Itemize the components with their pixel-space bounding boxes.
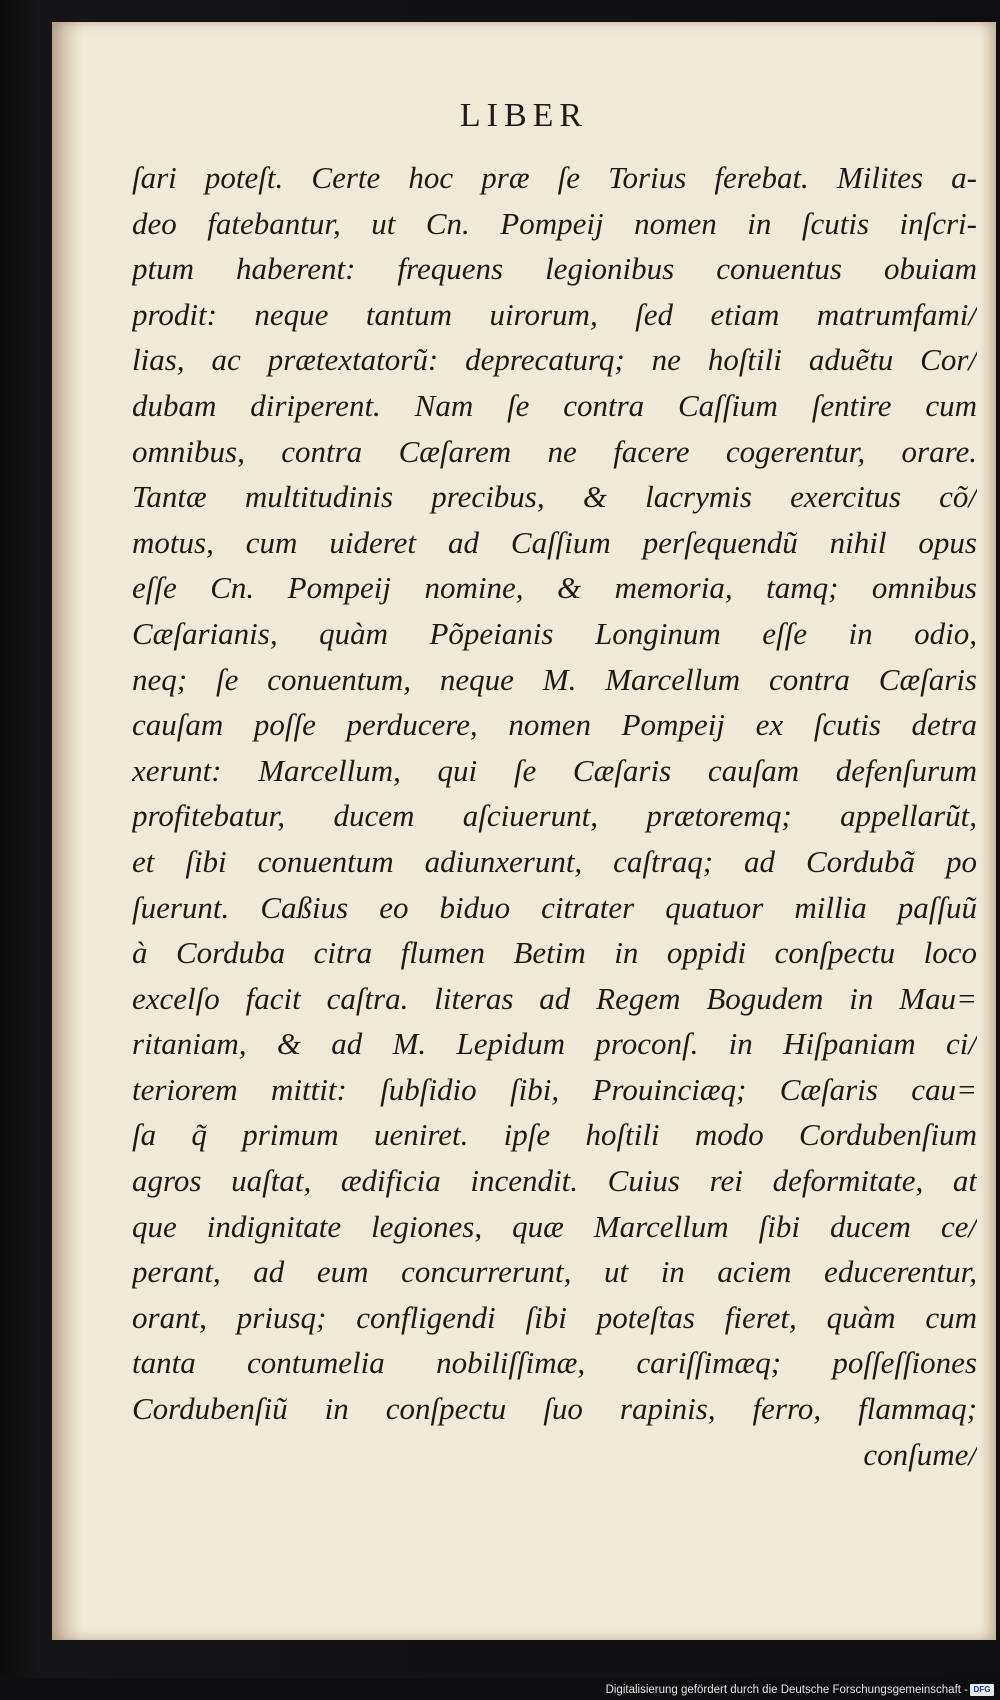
text-line: tanta contumelia nobiliſſimæ, cariſſimæq; poſſeſſiones: [132, 1345, 977, 1381]
running-head: LIBER: [459, 97, 589, 134]
text-line: ſa q̃ primum ueniret. ipſe hoſtili modo Cordubenſium: [132, 1117, 977, 1153]
text-line: excelſo facit caſtra. literas ad Regem Bogudem in Mau=: [132, 980, 977, 1016]
text-line: profitebatur, ducem aſciuerunt, prætoremq; appellarũt,: [132, 798, 977, 834]
text-line: teriorem mittit: ſubſidio ſibi, Prouinciæq; Cæſaris cau=: [132, 1071, 977, 1107]
text-line: xerunt: Marcellum, qui ſe Cæſaris cauſam defenſurum: [132, 752, 977, 788]
page-edge: [978, 22, 996, 1640]
text-line: ritaniam, & ad M. Lepidum proconſ. in Hiſpaniam ci/: [132, 1026, 977, 1062]
text-line: ſuerunt. Caßius eo biduo citrater quatuor millia paſſuũ: [132, 889, 977, 925]
dfg-logo-icon: DFG: [970, 1684, 994, 1696]
text-line: que indignitate legiones, quæ Marcellum ſibi ducem ce/: [132, 1208, 977, 1244]
text-line: motus, cum uideret ad Caſſium perſequendũ nihil opus: [132, 524, 977, 560]
text-line: omnibus, contra Cæſarem ne facere cogerentur, orare.: [132, 433, 977, 469]
text-line: Tantæ multitudinis precibus, & lacrymis exercitus cõ/: [132, 479, 977, 515]
text-line: agros uaſtat, ædificia incendit. Cuius rei deformitate, at: [132, 1163, 977, 1199]
text-line: orant, priusq; confligendi ſibi poteſtas fieret, quàm cum: [132, 1299, 977, 1335]
footer-bar: [0, 1678, 1000, 1700]
text-line: Cæſarianis, quàm Põpeianis Longinum eſſe in odio,: [132, 615, 977, 651]
text-line: perant, ad eum concurrerunt, ut in aciem educerentur,: [132, 1254, 977, 1290]
funding-credit: Digitalisierung gefördert durch die Deutsche Forschungsgemeinschaft -: [605, 1684, 968, 1696]
text-line: et ſibi conuentum adiunxerunt, caſtraq; ad Cordubã po: [132, 843, 977, 879]
text-line: à Corduba citra flumen Betim in oppidi conſpectu loco: [132, 935, 977, 971]
text-line: ſari poteſt. Certe hoc præ ſe Torius ferebat. Milites a-: [132, 160, 977, 195]
spine-shadow: [52, 22, 82, 1640]
text-line: Cordubenſiũ in conſpectu ſuo rapinis, ferro, flammaq;: [132, 1391, 977, 1427]
text-line: deo fatebantur, ut Cn. Pompeij nomen in ſcutis inſcri-: [132, 205, 977, 241]
text-line: cauſam poſſe perducere, nomen Pompeij ex ſcutis detra: [132, 707, 977, 743]
text-line: ptum haberent: frequens legionibus conuentus obuiam: [132, 251, 977, 287]
body-text: [132, 155, 977, 1477]
book-page: [52, 22, 996, 1640]
text-line: dubam diriperent. Nam ſe contra Caſſium ſentire cum: [132, 387, 977, 423]
text-line: neq; ſe conuentum, neque M. Marcellum contra Cæſaris: [132, 661, 977, 697]
text-line: eſſe Cn. Pompeij nomine, & memoria, tamq; omnibus: [132, 570, 977, 606]
text-line: prodit: neque tantum uirorum, ſed etiam matrumfami/: [132, 296, 977, 332]
text-line: conſume/: [863, 1436, 977, 1472]
text-line: lias, ac prætextatorũ: deprecaturq; ne hoſtili aduẽtu Cor/: [132, 342, 977, 378]
